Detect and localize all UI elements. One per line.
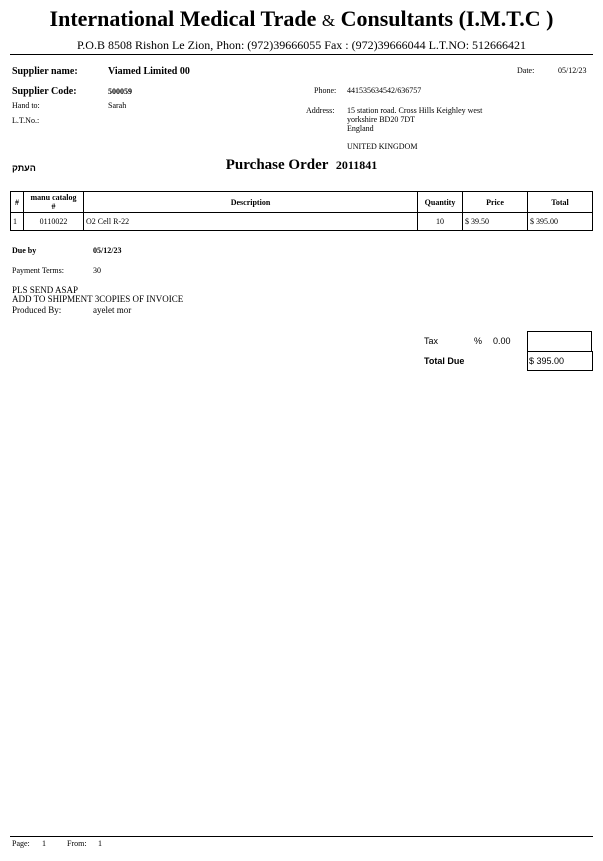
address-line2: yorkshire BD20 7DT xyxy=(347,115,415,124)
table-row xyxy=(11,213,593,231)
page-value: 1 xyxy=(42,839,46,848)
order-number: 2011841 xyxy=(335,158,378,172)
tax-percent-sign: % xyxy=(474,336,483,346)
phone-value: 441535634542/636757 xyxy=(347,86,422,95)
tax-label: Tax xyxy=(424,336,439,346)
col-header-num: # xyxy=(11,192,24,213)
total-due-box xyxy=(527,351,593,371)
company-name-part2: Consultants (I.M.T.C ) xyxy=(340,6,554,31)
produced-by-label: Produced By: xyxy=(12,305,62,315)
hand-to-label: Hand to: xyxy=(12,101,40,110)
footer-divider-left xyxy=(10,836,122,837)
header-divider xyxy=(10,54,593,55)
company-name-part1: International Medical Trade xyxy=(49,6,317,31)
row-catalog: 0110022 xyxy=(24,213,84,231)
produced-by-value: ayelet mor xyxy=(93,305,132,315)
lt-no-label: L.T.No.: xyxy=(12,116,40,125)
address-label: Address: xyxy=(306,106,335,115)
col-header-description: Description xyxy=(84,192,418,213)
col-header-quantity: Quantity xyxy=(418,192,463,213)
row-num: 1 xyxy=(11,213,24,231)
address-line3: England xyxy=(347,124,374,133)
row-price: $ 39.50 xyxy=(463,213,528,231)
hand-to-value: Sarah xyxy=(108,101,127,110)
date-value: 05/12/23 xyxy=(558,66,587,75)
col-header-catalog-line1: manu catalog xyxy=(30,193,77,202)
copy-label: העתק xyxy=(12,163,36,173)
phone-label: Phone: xyxy=(314,86,337,95)
note-line2: ADD TO SHIPMENT 3COPIES OF INVOICE xyxy=(12,294,184,304)
row-total: $ 395.00 xyxy=(528,213,593,231)
total-due-label: Total Due xyxy=(424,356,465,366)
supplier-code-label: Supplier Code: xyxy=(12,86,77,97)
address-line1: 15 station road. Cross Hills Keighley west xyxy=(347,106,483,115)
row-quantity: 10 xyxy=(418,213,463,231)
total-due-value: $ 395.00 xyxy=(529,356,565,366)
order-title-text: Purchase Order xyxy=(225,157,329,173)
address-line4: UNITED KINGDOM xyxy=(347,142,418,151)
page-title xyxy=(0,157,603,174)
row-description: O2 Cell R-22 xyxy=(84,213,418,231)
payment-terms-value: 30 xyxy=(93,266,101,275)
tax-amount-box xyxy=(527,331,592,352)
col-header-total: Total xyxy=(528,192,593,213)
from-value: 1 xyxy=(98,839,102,848)
col-header-catalog xyxy=(24,192,84,213)
company-name-ampersand: & xyxy=(321,11,336,30)
due-value: 05/12/23 xyxy=(93,246,122,255)
payment-terms-label: Payment Terms: xyxy=(12,266,64,275)
note-line1: PLS SEND ASAP xyxy=(12,285,79,295)
supplier-name-value: Viamed Limited 00 xyxy=(108,66,190,77)
page-label: Page: xyxy=(12,839,30,848)
table-header-row xyxy=(11,192,593,213)
col-header-price: Price xyxy=(463,192,528,213)
due-label: Due by xyxy=(12,246,37,255)
company-name xyxy=(0,6,603,32)
from-label: From: xyxy=(67,839,87,848)
supplier-name-label: Supplier name: xyxy=(12,66,78,77)
col-header-catalog-line2: # xyxy=(51,202,56,211)
company-contact-line: P.O.B 8508 Rishon Le Zion, Phon: (972)39666055 Fax : (972)39666044 L.T.NO: 512666421 xyxy=(76,38,527,52)
supplier-code-value: 500059 xyxy=(108,87,132,96)
date-label: Date: xyxy=(517,66,535,75)
footer-divider xyxy=(122,836,593,837)
tax-rate: 0.00 xyxy=(493,336,511,346)
items-table xyxy=(10,191,593,231)
